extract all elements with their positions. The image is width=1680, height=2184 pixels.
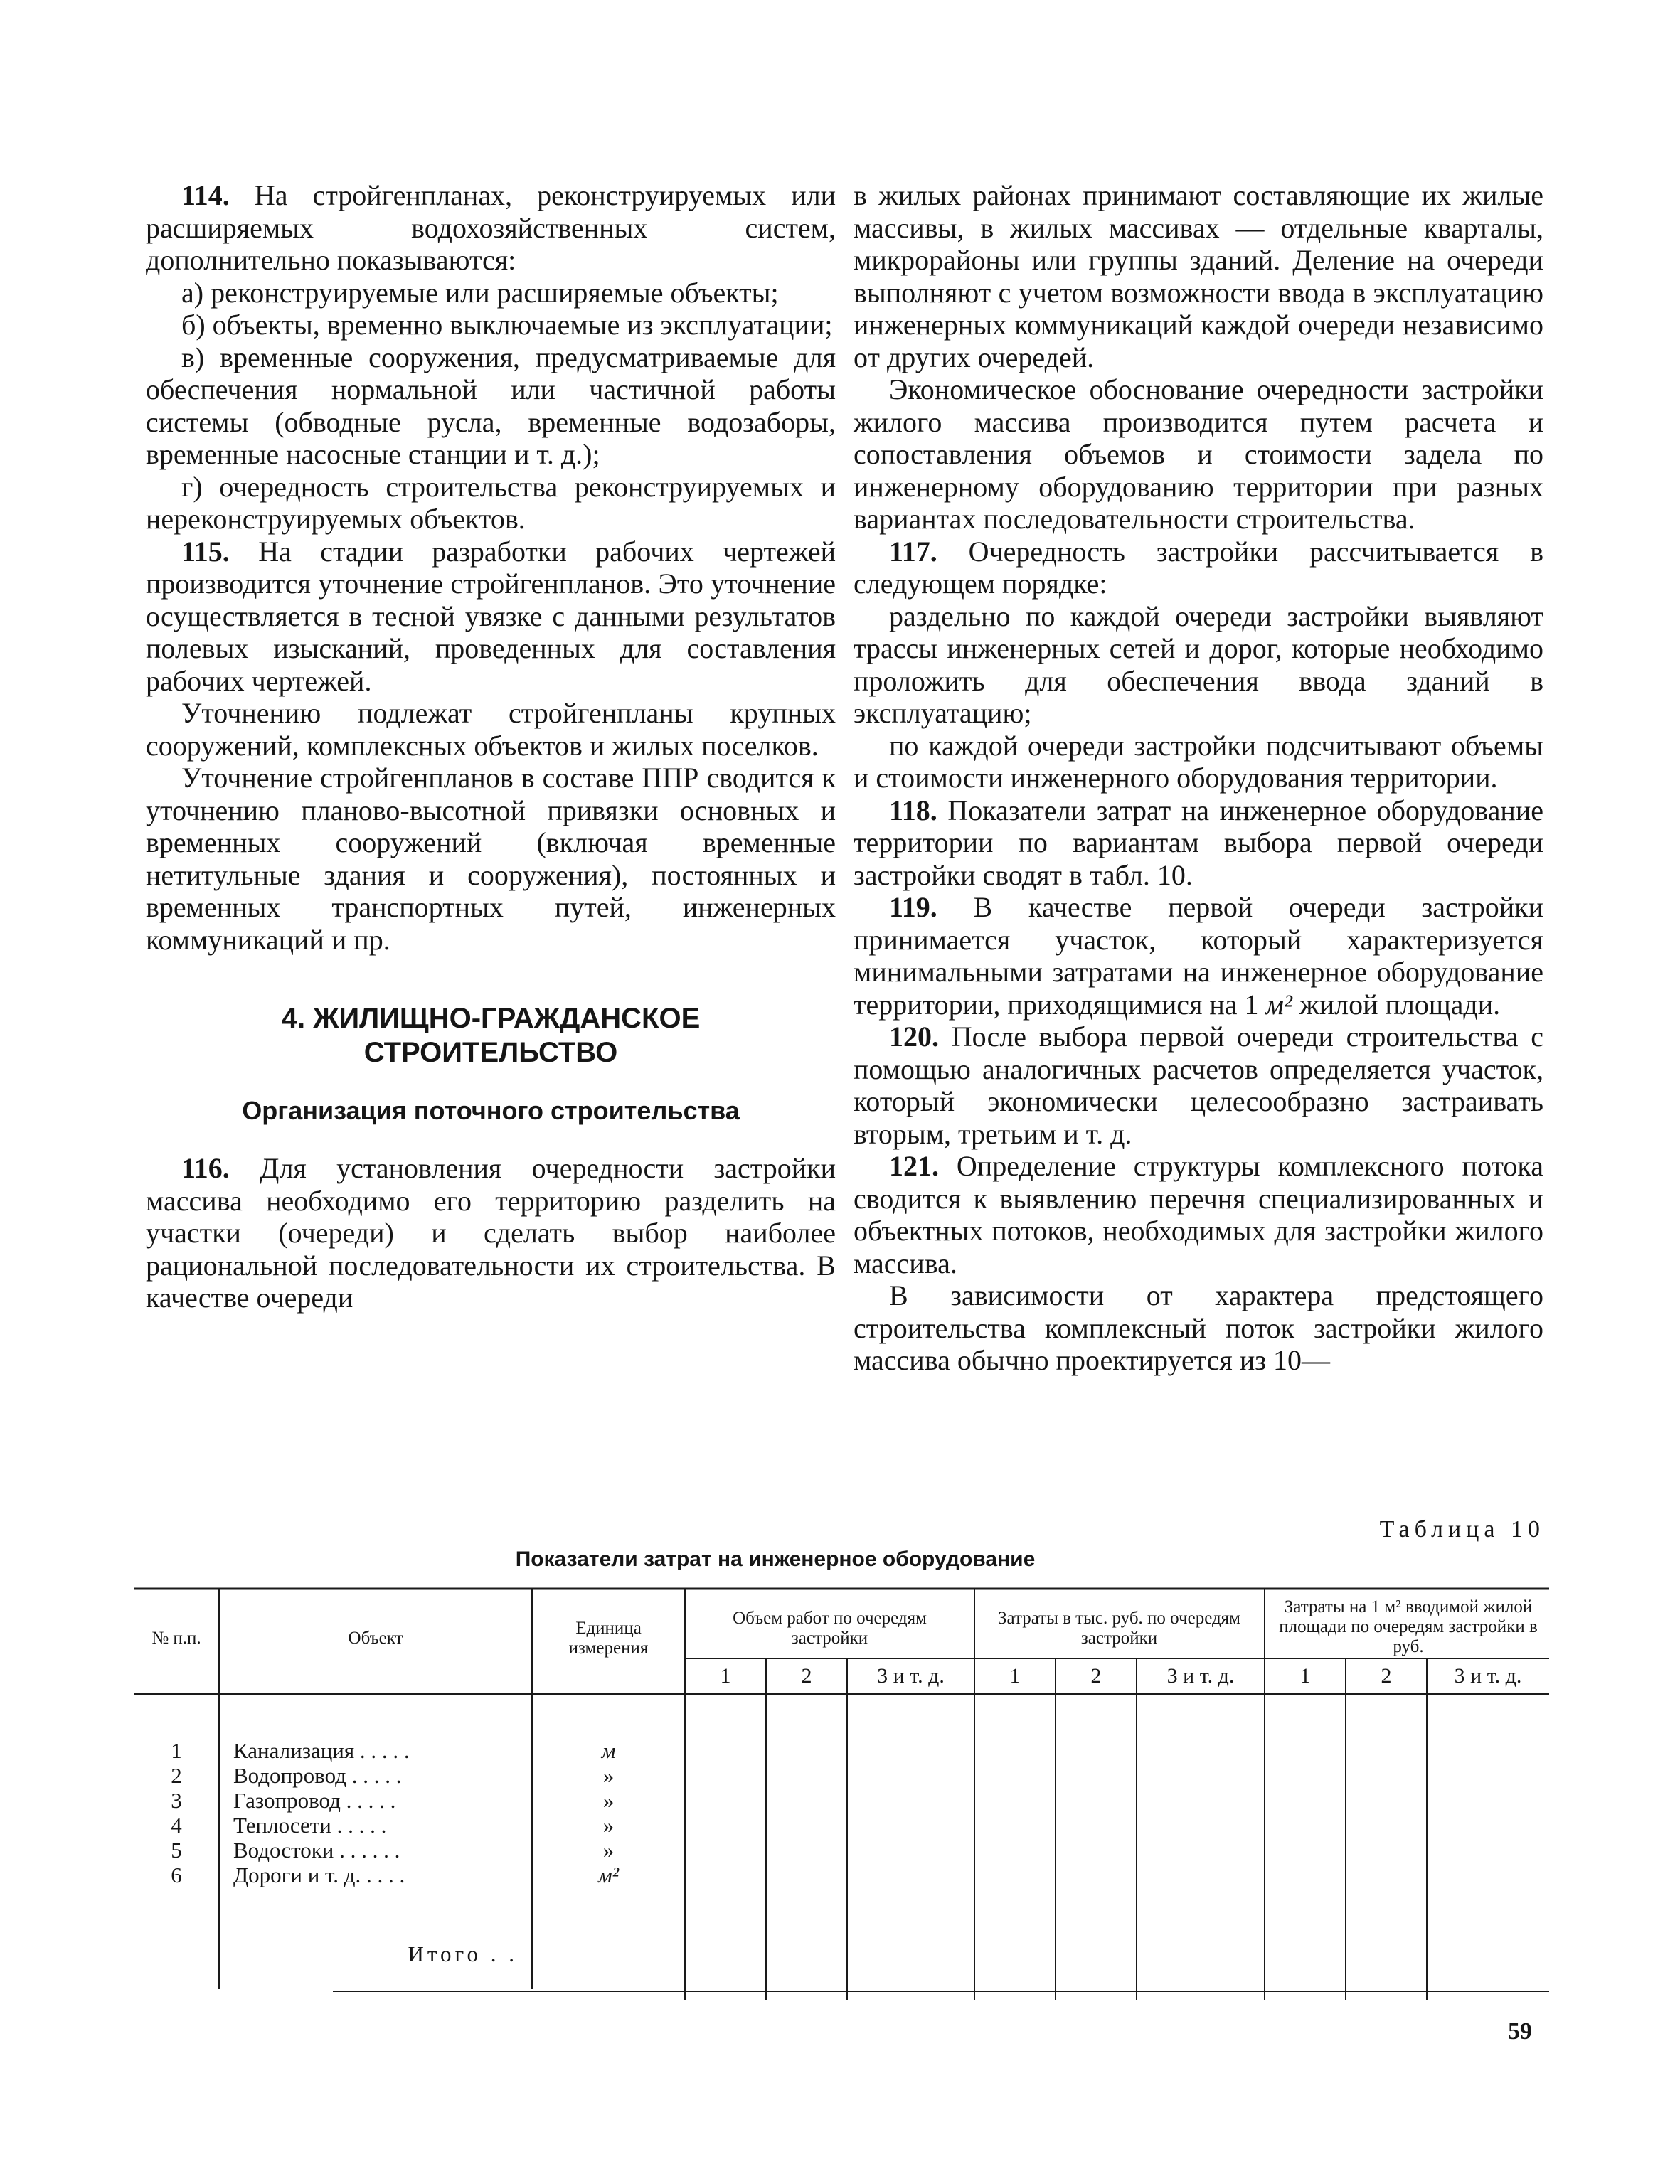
right-column xyxy=(854,179,1543,1377)
subheader-perm2-1: 1 xyxy=(1299,1664,1311,1688)
table-row-5-num: 5 xyxy=(171,1838,182,1863)
paragraph-114 xyxy=(146,179,836,277)
page-number: 59 xyxy=(1508,2018,1532,2045)
table-row-5-unit: » xyxy=(602,1838,615,1863)
paragraph-text: Для установления очередности застройки массива необходимо его территорию разделить на участки (очереди) и сделать выбор наиболее рациональной последовательности их строительства. В качестве очереди xyxy=(146,1152,836,1314)
paragraph-number: 117. xyxy=(889,535,937,568)
unit-m2: м² xyxy=(1265,988,1293,1021)
table-row-4-unit: » xyxy=(602,1813,615,1838)
table-caption: Показатели затрат на инженерное оборудование xyxy=(515,1548,1036,1571)
section-title xyxy=(146,1001,836,1070)
left-column xyxy=(146,179,836,1314)
table-row-6-num: 6 xyxy=(171,1863,182,1887)
table-row-6-object: Дороги и т. д. . . . . xyxy=(233,1863,405,1887)
list-item-a: а) реконструируемые или расширяемые объекты; xyxy=(181,276,779,309)
paragraph-118 xyxy=(854,794,1543,892)
paragraph-117-a: раздельно по каждой очереди застройки выявляют трассы инженерных сетей и дорог, которые необходимо проложить для обеспечения ввода зданий в эксплуатацию; xyxy=(854,600,1543,729)
subheader-costs-2: 2 xyxy=(1090,1664,1102,1688)
paragraph-117-b: по каждой очереди застройки подсчитывают объемы и стоимости инженерного оборудования территории. xyxy=(854,729,1543,794)
paragraph-econ: Экономическое обоснование очередности застройки жилого массива производится путем расчета и сопоставления объемов и стоимости задела по инженерному оборудованию территории при разных вариантах последовательности строительства. xyxy=(854,373,1543,535)
table-row-2-num: 2 xyxy=(171,1763,182,1788)
paragraph-number: 121. xyxy=(889,1150,939,1182)
table-row-2-object: Водопровод . . . . . xyxy=(233,1763,402,1788)
header-object: Объект xyxy=(348,1629,403,1648)
subheader-volume-3: 3 и т. д. xyxy=(877,1664,945,1688)
paragraph-text: Показатели затрат на инженерное оборудование территории по вариантам выбора первой очереди застройки сводят в табл. 10. xyxy=(854,794,1543,891)
table-label: Таблица 10 xyxy=(1379,1516,1545,1543)
paragraph-text: На стройгенпланах, реконструируемых или расширяемых водохозяйственных систем, дополнительно показываются: xyxy=(146,179,836,276)
section-title-line2: СТРОИТЕЛЬСТВО xyxy=(363,1037,618,1068)
header-num: № п.п. xyxy=(151,1629,201,1648)
paragraph-120 xyxy=(854,1021,1543,1150)
paragraph-text: Определение структуры комплексного потока сводится к выявлению перечня специализированных и объектных потоков, необходимых для застройки жилого массива. xyxy=(854,1150,1543,1279)
header-per-m2: Затраты на 1 м² вводимой жилой площади по очередям застройки в руб. xyxy=(1279,1597,1538,1656)
subsection-title: Организация поточного строительства xyxy=(242,1096,740,1125)
paragraph-text-end: жилой площади. xyxy=(1292,988,1501,1021)
table-row-3-num: 3 xyxy=(171,1788,182,1813)
header-costs: Затраты в тыс. руб. по очередям застройки xyxy=(997,1609,1240,1648)
table-row-6-unit: м² xyxy=(597,1863,620,1887)
list-item-c: в) временные сооружения, предусматриваемые для обеспечения нормальной или частичной работы системы (обводные русла, временные водозаборы, временные насосные станции и т. д.); xyxy=(146,341,836,470)
table-row-2-unit: » xyxy=(602,1763,615,1788)
paragraph-116 xyxy=(146,1152,836,1314)
paragraph-number: 115. xyxy=(181,535,230,568)
paragraph-115 xyxy=(146,536,836,698)
paragraph-number: 119. xyxy=(889,891,937,923)
paragraph-121 xyxy=(854,1150,1543,1279)
header-volume: Объем работ по очередям застройки xyxy=(733,1609,927,1648)
cost-table xyxy=(134,1587,1549,2000)
table-row-4-num: 4 xyxy=(171,1813,182,1838)
table-row-3-unit: » xyxy=(602,1788,615,1813)
paragraph-refine: Уточнению подлежат стройгенпланы крупных сооружений, комплексных объектов и жилых поселков. xyxy=(146,697,836,762)
subheader-costs-1: 1 xyxy=(1009,1664,1021,1688)
table-row-5-object: Водостоки . . . . . . xyxy=(233,1838,400,1863)
paragraph-117 xyxy=(854,536,1543,600)
table-row-3-object: Газопровод . . . . . xyxy=(233,1788,396,1813)
subheader-perm2-2: 2 xyxy=(1381,1664,1392,1688)
paragraph-number: 116. xyxy=(181,1152,230,1184)
paragraph-number: 120. xyxy=(889,1021,939,1053)
paragraph-number: 118. xyxy=(889,794,937,826)
subheader-volume-2: 2 xyxy=(801,1664,812,1688)
list-item-d: г) очередность строительства реконструируемых и нереконструируемых объектов. xyxy=(146,470,836,535)
paragraph-text: В качестве первой очереди застройки принимается участок, который характеризуется минимальными затратами на инженерное оборудование территории, приходящимися на 1 xyxy=(854,891,1543,1021)
paragraph-text: После выбора первой очереди строительства с помощью аналогичных расчетов определяется участок, который экономически целесообразно застраивать вторым, третьим и т. д. xyxy=(854,1021,1543,1150)
section-title-line1: 4. ЖИЛИЩНО-ГРАЖДАНСКОЕ xyxy=(281,1003,701,1034)
table-row-1-unit: м xyxy=(601,1738,616,1763)
subheader-costs-3: 3 и т. д. xyxy=(1166,1664,1235,1688)
list-item-b: б) объекты, временно выключаемые из эксплуатации; xyxy=(181,309,833,341)
paragraph-number: 114. xyxy=(181,179,230,211)
paragraph-depend: В зависимости от характера предстоящего строительства комплексный поток застройки жилого массива обычно проектируется из 10— xyxy=(854,1279,1543,1376)
paragraph-text: Очередность застройки рассчитывается в следующем порядке: xyxy=(854,535,1543,600)
paragraph-continued: в жилых районах принимают составляющие их жилые массивы, в жилых массивах — отдельные кварталы, микрорайоны или группы зданий. Деление на очереди выполняют с учетом возможности ввода в эксплуатацию инженерных коммуникаций каждой очереди независимо от других очередей. xyxy=(854,179,1543,373)
table-total-label: Итого . . xyxy=(408,1941,518,1966)
table-row-1-object: Канализация . . . . . xyxy=(233,1738,410,1763)
header-unit: Единица измерения xyxy=(568,1619,649,1658)
table-row-1-num: 1 xyxy=(171,1738,182,1763)
paragraph-ppr: Уточнение стройгенпланов в составе ППР сводится к уточнению планово-высотной привязки основных и временных сооружений (включая временные нетитульные здания и сооружения), постоянных и временных транспортных путей, инженерных коммуникаций и пр. xyxy=(146,762,836,956)
subheader-perm2-3: 3 и т. д. xyxy=(1454,1664,1522,1688)
subheader-volume-1: 1 xyxy=(720,1664,731,1688)
table-row-4-object: Теплосети . . . . . xyxy=(233,1813,387,1838)
paragraph-119 xyxy=(854,891,1543,1021)
paragraph-text: На стадии разработки рабочих чертежей производится уточнение стройгенпланов. Это уточнение осуществляется в тесной увязке с данными результатов полевых изысканий, проведенных для составления рабочих чертежей. xyxy=(146,535,836,697)
